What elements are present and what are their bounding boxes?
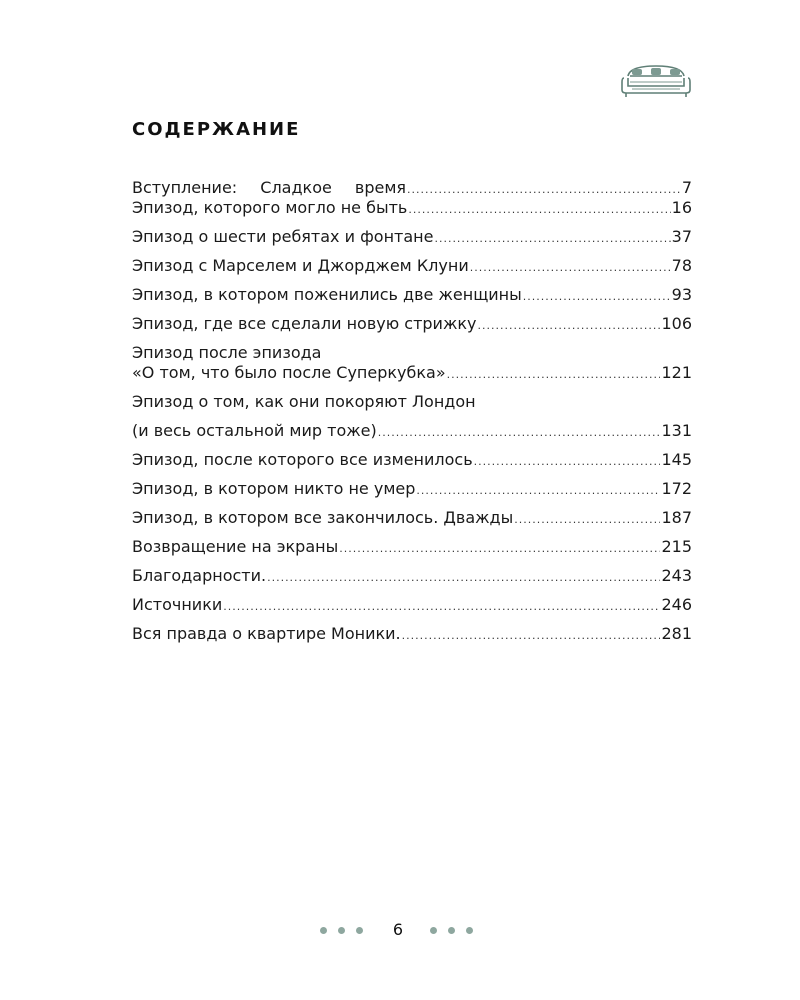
toc-entry-title: «О том, что было после Суперкубка»: [132, 363, 446, 382]
toc-line: [132, 421, 692, 441]
toc-entry-page: 106: [661, 314, 692, 333]
toc-entry-title: Вступление: Сладкое время: [132, 178, 407, 197]
decorative-dot: [448, 927, 455, 934]
toc-entry-page: 145: [661, 450, 692, 469]
toc-entry-title: Эпизод, в котором поженились две женщины: [132, 285, 522, 304]
toc-entry-page: 131: [661, 421, 692, 440]
toc-line: [132, 198, 692, 218]
dot-leader: [470, 258, 671, 278]
toc-entry[interactable]: [132, 285, 692, 305]
toc-entry-page: 93: [671, 285, 692, 304]
table-of-contents: [132, 178, 692, 644]
toc-entry-title: Возвращение на экраны: [132, 537, 339, 556]
toc-entry[interactable]: [132, 343, 692, 383]
decorative-dot: [466, 927, 473, 934]
page-footer: [0, 918, 800, 942]
toc-line: [132, 537, 692, 557]
toc-entry-page: 78: [671, 256, 692, 275]
dot-leader: [523, 287, 671, 307]
toc-line: [132, 285, 692, 305]
toc-entry-page: 281: [661, 624, 692, 643]
toc-entry-title: Эпизод после эпизода: [132, 343, 322, 362]
toc-entry-title: Источники: [132, 595, 223, 614]
toc-entry[interactable]: [132, 256, 692, 276]
page-number: 6: [392, 920, 404, 939]
decorative-dot: [356, 927, 363, 934]
toc-entry-page: 37: [671, 227, 692, 246]
dot-leader: [477, 316, 660, 336]
dot-leader: [402, 626, 661, 646]
toc-entry[interactable]: [132, 537, 692, 557]
toc-entry-title: (и весь остальной мир тоже): [132, 421, 377, 440]
dot-leader: [474, 452, 661, 472]
toc-line: [132, 508, 692, 528]
dot-leader: [378, 423, 661, 443]
toc-line: [132, 392, 692, 412]
toc-line: [132, 227, 692, 247]
toc-entry[interactable]: [132, 392, 692, 412]
dot-leader: [408, 200, 670, 220]
toc-entry[interactable]: [132, 508, 692, 528]
toc-line: [132, 450, 692, 470]
toc-entry-title: Эпизод, которого могло не быть: [132, 198, 408, 217]
toc-entry-page: 246: [661, 595, 692, 614]
toc-entry-title: Эпизод, после которого все изменилось: [132, 450, 473, 469]
dot-leader: [407, 180, 681, 200]
toc-line: [132, 314, 692, 334]
toc-entry[interactable]: [132, 450, 692, 470]
toc-entry-title: Вся правда о квартире Моники.: [132, 624, 401, 643]
dot-leader: [267, 568, 660, 588]
toc-entry[interactable]: [132, 595, 692, 615]
toc-line: [132, 343, 692, 363]
dot-leader: [434, 229, 670, 249]
toc-entry[interactable]: [132, 479, 692, 499]
toc-entry-title: Эпизод о том, как они покоряют Лондон: [132, 392, 476, 411]
toc-entry-title: Эпизод о шести ребятах и фонтане: [132, 227, 434, 246]
dot-leader: [223, 597, 660, 617]
toc-entry-title: Эпизод, где все сделали новую стрижку: [132, 314, 477, 333]
toc-line: [132, 479, 692, 499]
toc-entry-page: 243: [661, 566, 692, 585]
toc-entry[interactable]: [132, 421, 692, 441]
toc-entry-page: 7: [681, 178, 692, 197]
decorative-dot: [430, 927, 437, 934]
toc-entry-page: 172: [661, 479, 692, 498]
dot-leader: [339, 539, 660, 559]
toc-entry[interactable]: [132, 198, 692, 218]
toc-entry[interactable]: [132, 624, 692, 644]
toc-line: [132, 566, 692, 586]
dot-leader: [514, 510, 660, 530]
dot-leader: [416, 481, 660, 501]
toc-line: [132, 595, 692, 615]
decorative-dot: [320, 927, 327, 934]
toc-entry-page: 121: [661, 363, 692, 382]
toc-entry-page: 16: [671, 198, 692, 217]
toc-line: [132, 178, 692, 198]
toc-entry[interactable]: [132, 566, 692, 586]
toc-entry-page: 187: [661, 508, 692, 527]
couch-icon: [620, 62, 692, 102]
toc-entry-title: Эпизод с Марселем и Джорджем Клуни: [132, 256, 469, 275]
toc-entry-title: Эпизод, в котором все закончилось. Дважды: [132, 508, 514, 527]
toc-line: [132, 363, 692, 383]
toc-entry-title: Благодарности.: [132, 566, 267, 585]
toc-title: содержание: [132, 112, 301, 142]
toc-entry-page: 215: [661, 537, 692, 556]
toc-line: [132, 624, 692, 644]
toc-entry[interactable]: [132, 227, 692, 247]
decorative-dot: [338, 927, 345, 934]
toc-entry[interactable]: [132, 178, 692, 198]
toc-entry[interactable]: [132, 314, 692, 334]
toc-line: [132, 256, 692, 276]
toc-entry-title: Эпизод, в котором никто не умер: [132, 479, 416, 498]
dot-leader: [447, 365, 661, 385]
